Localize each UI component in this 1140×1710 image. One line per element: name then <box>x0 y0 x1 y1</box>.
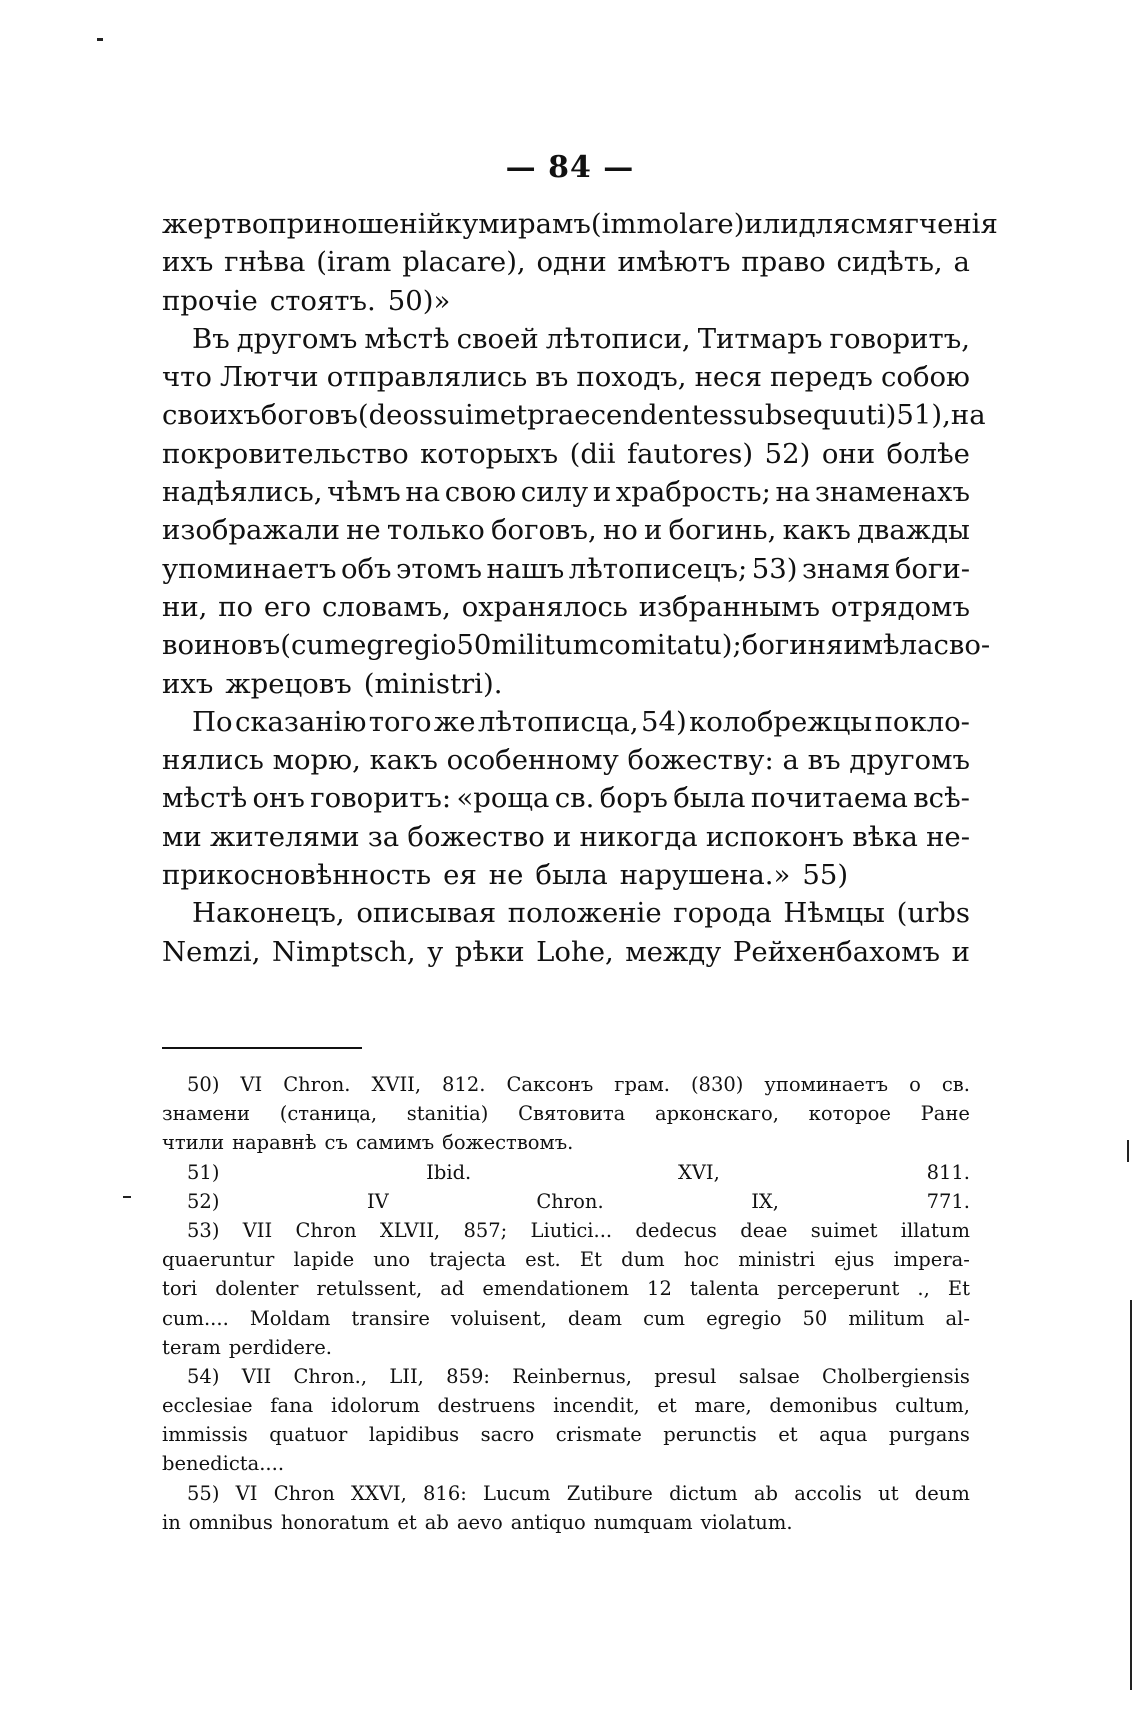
body-line: прочіе стоятъ. 50)» <box>162 284 451 317</box>
body-line: изображали не только боговъ, но и богинь, какъ дважды <box>162 514 970 547</box>
body-line: Nemzi, Nimptsch, у рѣки Lohe, между Рейхенбахомъ и <box>162 935 970 968</box>
footnote-line: 52) IV Chron. IX, 771. <box>187 1189 970 1213</box>
body-line: надѣялись, чѣмъ на свою силу и храбрость; на знаменахъ <box>162 476 970 509</box>
body-line: ми жителями за божество и никогда испоконъ вѣка не- <box>162 820 970 853</box>
body-line: ихъ гнѣва (iram placare), одни имѣютъ право сидѣть, а <box>162 246 970 279</box>
body-line: Въ другомъ мѣстѣ своей лѣтописи, Титмаръ говоритъ, <box>192 322 970 355</box>
footnote-line: immissis quatuor lapidibus sacro crismate perunctis et aqua purgans <box>162 1423 970 1447</box>
body-line: своихъ боговъ (deos suimet praecendentes subsequuti) 51), на <box>162 399 986 432</box>
page-number: — 84 — <box>505 150 635 185</box>
body-line: ни, по его словамъ, охранялось избраннымъ отрядомъ <box>162 590 970 623</box>
footnote-line: 53) VII Chron XLVII, 857; Liutici... dedecus deae suimet illatum <box>187 1218 970 1242</box>
footnote-line: benedicta.... <box>162 1452 285 1476</box>
body-line: что Лютчи отправлялись въ походъ, неся передъ собою <box>162 361 970 394</box>
footnote-line: quaeruntur lapide uno trajecta est. Et dum hoc ministri ejus impera- <box>162 1248 970 1272</box>
scan-mark <box>97 38 103 41</box>
body-line: нялись морю, какъ особенному божеству: а въ другомъ <box>162 744 970 777</box>
body-line: упоминаетъ объ этомъ нашъ лѣтописецъ; 53) знамя боги- <box>162 552 970 585</box>
body-line: ихъ жрецовъ (ministri). <box>162 667 503 700</box>
body-line: жертвоприношеній кумирамъ (immolare) или для смягченія <box>162 208 998 240</box>
footnote-rule <box>162 1047 362 1049</box>
footnote-line: teram perdidere. <box>162 1335 332 1359</box>
footnote-line: 50) VI Chron. XVII, 812. Саксонъ грам. (830) упоминаетъ о св. <box>187 1073 970 1096</box>
footnote-line: знамени (станица, stanitia) Святовита арконскаго, которое Ране <box>162 1102 970 1126</box>
body-line: Наконецъ, описывая положеніе города Нѣмцы (urbs <box>192 897 970 930</box>
footnote-line: чтили наравнѣ съ самимъ божествомъ. <box>162 1131 574 1155</box>
body-line: мѣстѣ онъ говоритъ: «роща св. боръ была почитаема всѣ- <box>162 782 970 815</box>
scan-mark <box>1127 1140 1129 1162</box>
footnotes <box>162 1070 970 1537</box>
body-line: По сказанію того же лѣтописца, 54) колобрежцы покло- <box>192 705 970 738</box>
footnote-line: ecclesiae fana idolorum destruens incendit, et mare, demonibus cultum, <box>162 1394 970 1418</box>
scan-mark <box>1130 1300 1132 1690</box>
footnote-line: 51) Ibid. XVI, 811. <box>187 1160 970 1184</box>
body-line: прикосновѣнность ея не была нарушена.» 55) <box>162 859 849 892</box>
footnote-line: in omnibus honoratum et ab aevo antiquo numquam violatum. <box>162 1510 793 1534</box>
scan-mark <box>123 1196 131 1198</box>
footnote-line: 54) VII Chron., LII, 859: Reinbernus, presul salsae Cholbergiensis <box>187 1364 970 1388</box>
footnote-line: tori dolenter retulssent, ad emendationem 12 talenta perceperunt ., Et <box>162 1277 970 1301</box>
body-line: покровительство которыхъ (dii fautores) 52) они болѣе <box>162 437 970 470</box>
footnote-line: 55) VI Chron XXVI, 816: Lucum Zutibure dictum ab accolis ut deum <box>187 1481 970 1505</box>
body-line: воиновъ (cum egregio 50 militum comitatu); богиня имѣла сво- <box>162 629 991 662</box>
body-text <box>162 205 998 971</box>
footnote-line: cum.... Moldam transire voluisent, deam cum egregio 50 militum al- <box>162 1306 970 1330</box>
